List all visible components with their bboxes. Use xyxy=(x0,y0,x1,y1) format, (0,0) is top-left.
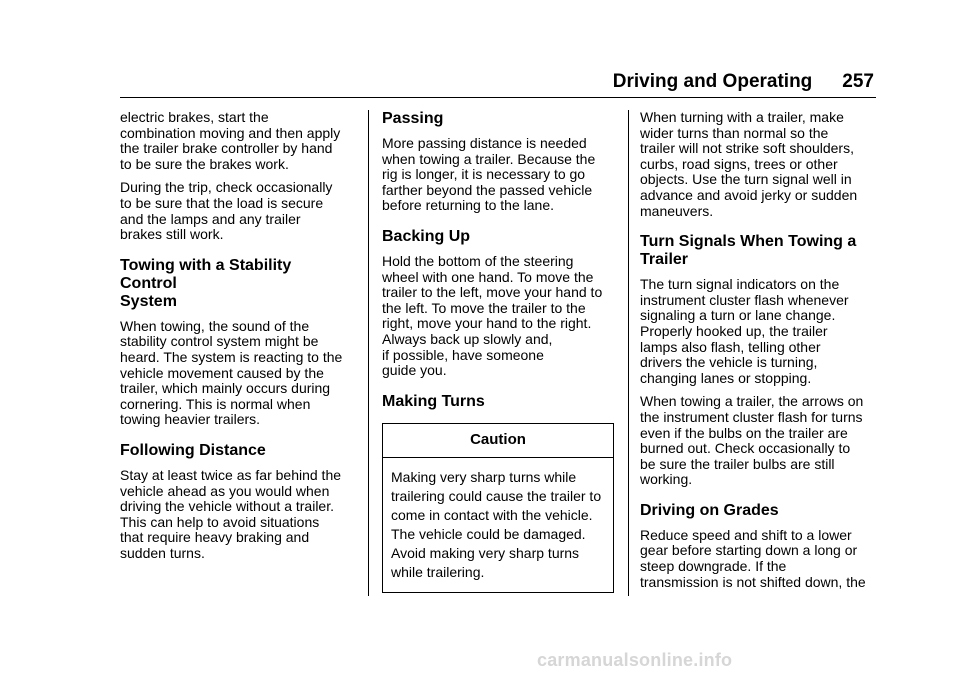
heading-following-distance: Following Distance xyxy=(120,441,266,459)
column-1 xyxy=(120,110,352,569)
column-3 xyxy=(640,110,872,598)
heading-driving-on-grades: Driving on Grades xyxy=(640,501,779,519)
heading-making-turns: Making Turns xyxy=(382,392,485,410)
page-header xyxy=(613,70,874,94)
watermark: carmanualsonline.info xyxy=(537,650,733,670)
paragraph: More passing distance is needed when towing a trailer. Because the rig is longer, it is necessary to go farther beyond the passed vehicle before returning to the lane. xyxy=(382,135,596,214)
paragraph: When turning with a trailer, make wider turns than normal so the trailer will not strike soft shoulders, curbs, road signs, trees or other objects. Use the turn signal well in advance and avoid jerky or sudden maneuvers. xyxy=(640,109,858,219)
paragraph: Hold the bottom of the steering wheel with one hand. To move the trailer to the left, move your hand to the left. To move the trailer to the right, move your hand to the right. Always back up slowly and, if possible, have someone guide you. xyxy=(382,252,603,379)
paragraph: The turn signal indicators on the instrument cluster flash whenever signaling a turn or lane change. Properly hooked up, the trailer lamps also flash, telling other drivers the vehicle is turning, changing lanes or stopping. xyxy=(640,276,849,386)
paragraph: When towing a trailer, the arrows on the instrument cluster flash for turns even if the bulbs on the trailer are burned out. Check occasionally to be sure the trailer bulbs are still working. xyxy=(640,393,864,488)
caution-text: Making very sharp turns while trailering could cause the trailer to come in contact with the vehicle. The vehicle could be damaged. Avoid making very sharp turns while trailering. xyxy=(391,469,602,581)
heading-passing: Passing xyxy=(382,110,444,127)
heading-backing-up: Backing Up xyxy=(382,227,471,245)
header-divider xyxy=(120,97,876,98)
column-2 xyxy=(382,110,614,593)
paragraph: Reduce speed and shift to a lower gear before starting down a long or steep downgrade. If the transmission is not shifted down, the xyxy=(640,526,866,590)
heading-turn-signals: Turn Signals When Towing a Trailer xyxy=(640,233,857,269)
heading-stability-control: Towing with a Stability Control System xyxy=(120,256,292,310)
paragraph: electric brakes, start the combination moving and then apply the trailer brake controller by hand to be sure the brakes work. xyxy=(120,109,341,172)
column-divider-1 xyxy=(368,110,369,596)
page-number: 257 xyxy=(842,71,874,92)
caution-box xyxy=(382,423,614,594)
paragraph: During the trip, check occasionally to be sure that the load is secure and the lamps and any trailer brakes still work. xyxy=(120,179,333,243)
caution-title: Caution xyxy=(383,424,613,459)
column-divider-2 xyxy=(628,110,629,596)
paragraph: Stay at least twice as far behind the vehicle ahead as you would when driving the vehicle without a trailer. This can help to avoid situations that require heavy braking and sudden turns. xyxy=(120,466,342,561)
paragraph: When towing, the sound of the stability control system might be heard. The system is reacting to the vehicle movement caused by the trailer, which mainly occurs during cornering. This is normal when towing heavier trailers. xyxy=(120,317,343,428)
section-title: Driving and Operating xyxy=(612,71,813,92)
